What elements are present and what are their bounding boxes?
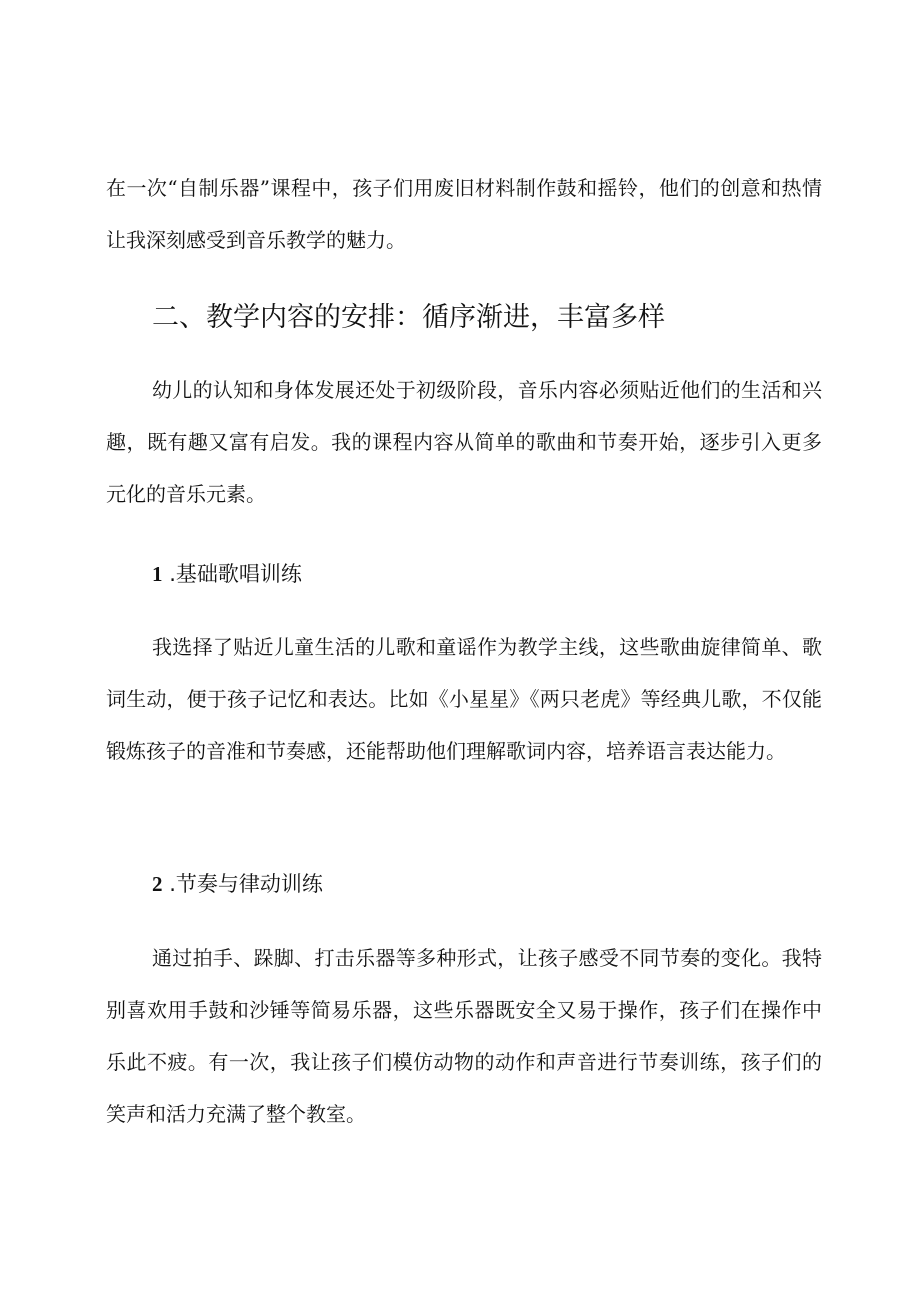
subsection-1-title: .基础歌唱训练 xyxy=(169,562,302,586)
section-2-heading: 二、教学内容的安排：循序渐进，丰富多样 xyxy=(152,302,665,333)
subsection-1-heading xyxy=(152,559,752,589)
section-2-paragraph: 幼儿的认知和身体发展还处于初级阶段，音乐内容必须贴近他们的生活和兴趣，既有趣又富有启发。我的课程内容从简单的歌曲和节奏开始，逐步引入更多元化的音乐元素。 xyxy=(106,378,822,506)
paragraph-intro-tail: 在一次“自制乐器”课程中，孩子们用废旧材料制作鼓和摇铃，他们的创意和热情让我深刻感受到音乐教学的魅力。 xyxy=(106,176,822,252)
subsection-1-paragraph: 我选择了贴近儿童生活的儿歌和童谣作为教学主线，这些歌曲旋律简单、歌词生动，便于孩子记忆和表达。比如《小星星》《两只老虎》等经典儿歌，不仅能锻炼孩子的音准和节奏感，还能帮助他们理解歌词内容，培养语言表达能力。 xyxy=(106,635,822,763)
subsection-1-number: 1 xyxy=(152,562,163,586)
subsection-2-heading xyxy=(152,869,752,899)
subsection-2-title: .节奏与律动训练 xyxy=(169,872,323,896)
subsection-2-number: 2 xyxy=(152,872,163,896)
subsection-2-paragraph: 通过拍手、跺脚、打击乐器等多种形式，让孩子感受不同节奏的变化。我特别喜欢用手鼓和沙锤等简易乐器，这些乐器既安全又易于操作，孩子们在操作中乐此不疲。有一次，我让孩子们模仿动物的动作和声音进行节奏训练，孩子们的笑声和活力充满了整个教室。 xyxy=(106,946,822,1126)
